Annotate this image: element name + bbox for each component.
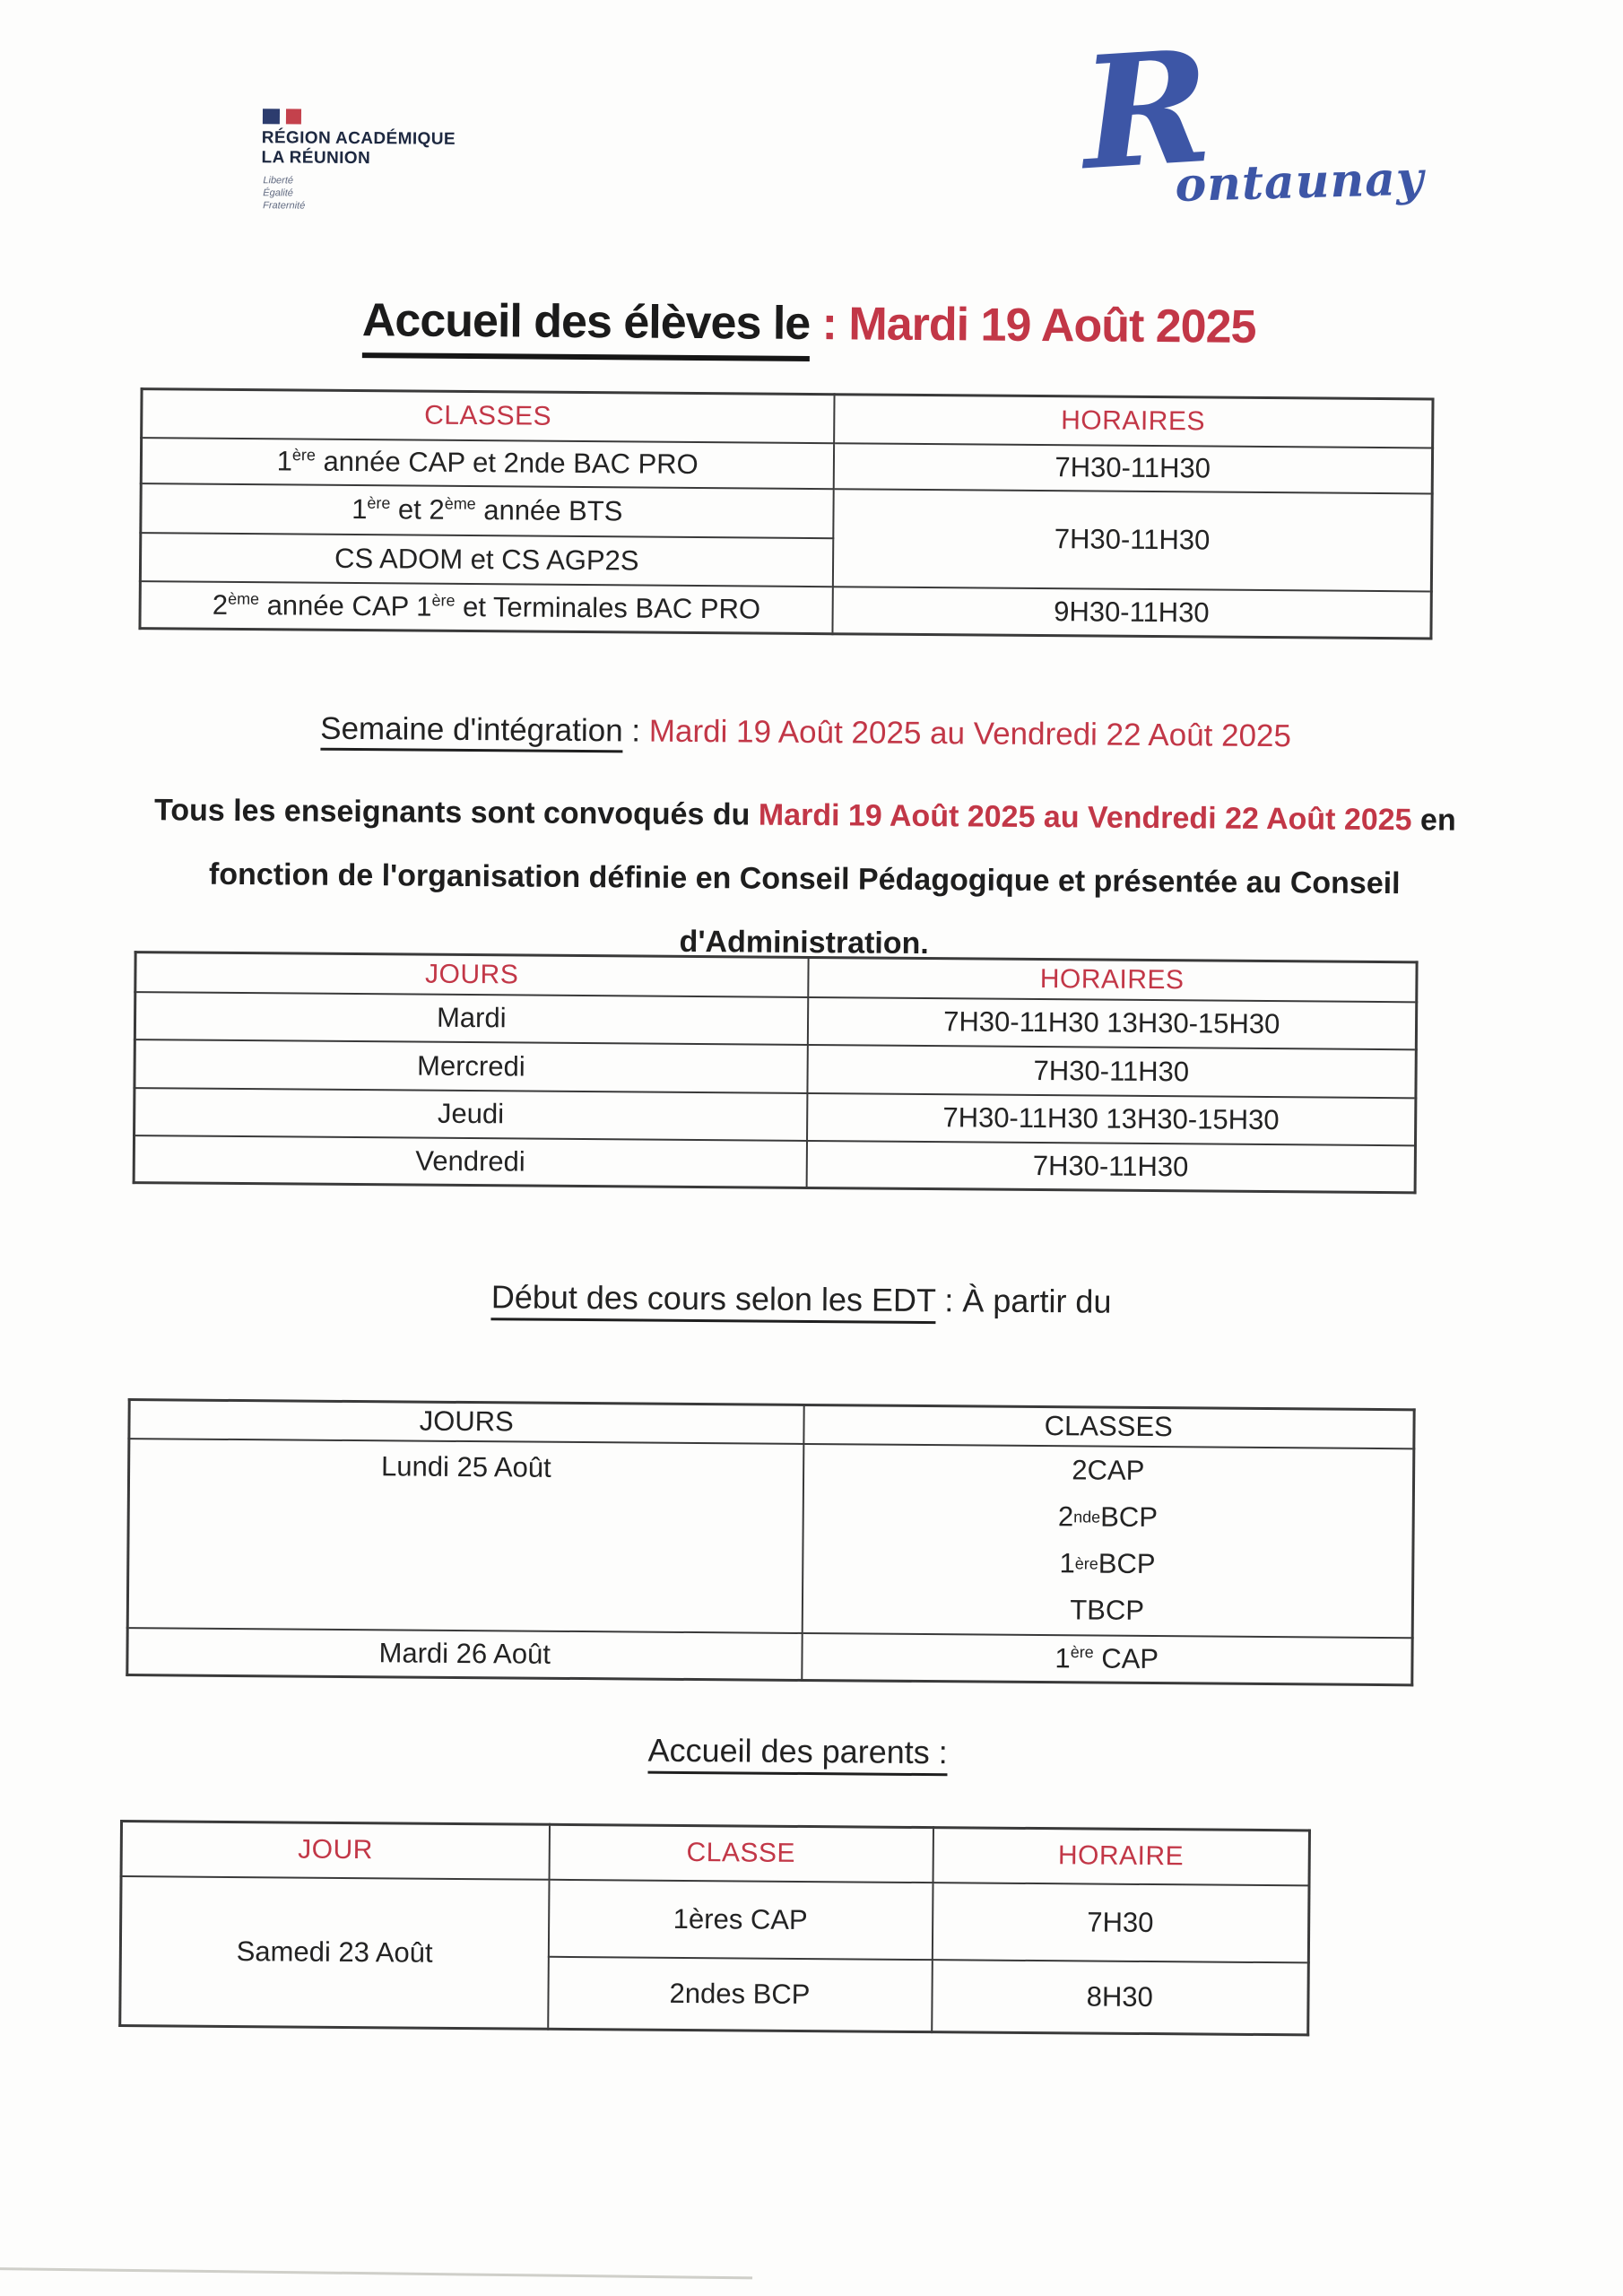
flag-red-block [286, 109, 301, 124]
jour-cell: Mardi [135, 992, 807, 1045]
column-header-horaires: HORAIRES [808, 958, 1417, 1002]
convocation-line2: fonction de l'organisation définie en Conseil Pédagogique et présentée au Conseil [208, 857, 1401, 901]
edt-label: Début des cours selon les EDT [491, 1278, 936, 1324]
motto-egalite: Égalité [263, 187, 293, 199]
republic-motto [263, 174, 455, 213]
column-header-horaire: HORAIRE [933, 1828, 1309, 1885]
classe-line: 2 nde BCP [1057, 1500, 1159, 1534]
horaire-cell: 7H30-11H30 [806, 1140, 1415, 1192]
column-header-horaires: HORAIRES [834, 395, 1433, 448]
title-label: Accueil des élèves le [362, 293, 811, 361]
convocation-line3: d'Administration. [679, 924, 929, 961]
classes-horaires-table [138, 387, 1434, 639]
table-row [127, 1628, 1412, 1685]
classe-line: TBCP [1070, 1594, 1145, 1626]
edt-rest: : À partir du [935, 1282, 1112, 1320]
jour-cell: Mardi 26 Août [127, 1628, 802, 1681]
horaire-cell: 9H30-11H30 [832, 587, 1431, 639]
horaire-cell: 7H30-11H30 13H30-15H30 [807, 1092, 1416, 1144]
title-date: : Mardi 19 Août 2025 [809, 297, 1256, 353]
integration-week-line [0, 709, 1618, 757]
flag-blue-block [263, 109, 280, 124]
motto-liberte: Liberté [263, 175, 294, 187]
classe-cell: 1ères CAP [548, 1879, 933, 1959]
classe-cell: 1ère année CAP et 2nde BAC PRO [141, 438, 833, 489]
convocation-text: Tous les enseignants sont convoqués du [153, 793, 759, 832]
classe-cell: 1ère CAP [802, 1632, 1412, 1684]
horaire-cell: 8H30 [932, 1960, 1309, 2035]
classe-line: 2CAP [1072, 1454, 1145, 1486]
horaire-cell: 7H30 [932, 1883, 1309, 1962]
parents-heading-label: Accueil des parents : [647, 1732, 948, 1777]
column-header-classes: CLASSES [142, 389, 834, 443]
column-header-classes: CLASSES [803, 1405, 1414, 1448]
jour-cell: Jeudi [135, 1088, 807, 1141]
classe-line: 1 ère BCP [1059, 1547, 1156, 1580]
classe-cell: CS ADOM et CS AGP2S [140, 533, 832, 587]
region-name [262, 128, 456, 170]
column-header-jours: JOURS [129, 1400, 803, 1444]
jours-horaires-table [133, 951, 1419, 1194]
integration-label: Semaine d'intégration [320, 711, 623, 753]
column-header-jours: JOURS [135, 952, 808, 997]
integration-colon: : [622, 713, 649, 749]
convocation-text-end: en [1411, 803, 1456, 838]
convocation-dates: Mardi 19 Août 2025 au Vendredi 22 Août 2025 [758, 797, 1412, 838]
school-logo [1074, 14, 1453, 238]
horaire-cell: 7H30-11H30 13H30-15H30 [807, 997, 1416, 1049]
jour-cell: Lundi 25 Août [127, 1439, 803, 1633]
region-name-line1: RÉGION ACADÉMIQUE [261, 128, 456, 149]
horaire-cell: 7H30-11H30 [807, 1044, 1416, 1097]
region-name-line2: LA RÉUNION [261, 148, 371, 169]
page-title [0, 291, 1620, 368]
motto-fraternite: Fraternité [263, 200, 306, 212]
jour-cell-merged: Samedi 23 Août [120, 1876, 549, 2030]
table-row [134, 1135, 1415, 1193]
classes-list-cell [802, 1443, 1414, 1637]
school-logo-name: ontaunay [1174, 151, 1425, 213]
classe-cell: 1ère et 2ème année BTS [141, 483, 833, 538]
column-header-jour: JOUR [121, 1822, 549, 1880]
convocation-line1 [101, 778, 1510, 853]
school-logo-initial: R [1076, 14, 1217, 205]
parents-schedule-table [118, 1820, 1311, 2036]
column-header-classe: CLASSE [549, 1824, 933, 1882]
classe-cell: 2ème année CAP 1ère et Terminales BAC PRO [140, 581, 832, 634]
table-row [127, 1439, 1414, 1638]
parents-welcome-heading [0, 1726, 1610, 1777]
region-academique-logo [261, 109, 456, 213]
jour-cell: Mercredi [135, 1039, 807, 1093]
teachers-convocation-paragraph [100, 778, 1509, 980]
edt-start-line [0, 1274, 1613, 1325]
integration-dates: Mardi 19 Août 2025 au Vendredi 22 Août 2025 [648, 713, 1292, 754]
table-header-row [121, 1822, 1309, 1885]
classe-cell: 2ndes BCP [548, 1956, 933, 2031]
table-row [120, 1876, 1309, 1962]
jours-classes-table [126, 1398, 1415, 1686]
french-flag-icon [263, 109, 456, 126]
scan-artifact-line [0, 2267, 752, 2279]
horaire-cell: 7H30-11H30 [833, 443, 1432, 493]
table-row [140, 581, 1431, 639]
jour-cell: Vendredi [134, 1135, 806, 1188]
horaire-cell-merged: 7H30-11H30 [832, 489, 1432, 591]
